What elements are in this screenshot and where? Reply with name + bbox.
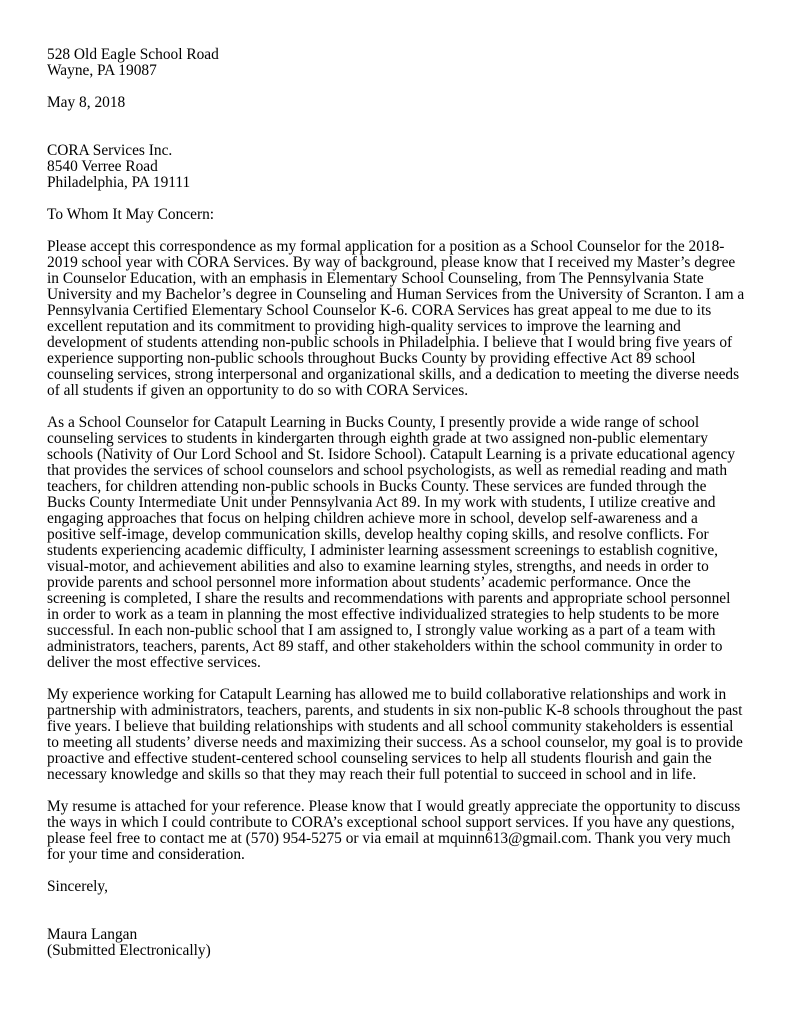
spacer (47, 191, 744, 207)
spacer (47, 223, 744, 239)
body-paragraph-3: My experience working for Catapult Learning has allowed me to build collaborative relationships and work in partnership with administrators, teachers, parents, and students in six non-public K-8 schools throughout the past five years. I believe that building relationships with students and all school community stakeholders is essential to meeting all students’ diverse needs and maximizing their success. As a school counselor, my goal is to provide proactive and effective student-centered school counseling services to help all students flourish and gain the necessary knowledge and skills so that they may reach their full potential to succeed in school and in life. (47, 686, 743, 783)
spacer (47, 111, 744, 143)
recipient-city-state-zip: Philadelphia, PA 19111 (47, 174, 191, 191)
sender-address-line-2: Wayne, PA 19087 (47, 62, 157, 79)
signature-note: (Submitted Electronically) (47, 942, 211, 959)
sender-address-line-1: 528 Old Eagle School Road (47, 46, 219, 63)
recipient-name: CORA Services Inc. (47, 142, 173, 159)
recipient-address-block (47, 143, 744, 191)
salutation: To Whom It May Concern: (47, 206, 215, 223)
recipient-street: 8540 Verree Road (47, 158, 158, 175)
spacer (47, 79, 744, 95)
signature-name: Maura Langan (47, 926, 138, 943)
signature-block (47, 927, 744, 959)
body-paragraph-1: Please accept this correspondence as my formal application for a position as a School Counselor for the 2018-2019 school year with CORA Services. By way of background, please know that I received my Master’s degree in Counselor Education, with an emphasis in Elementary School Counseling, from The Pennsylvania State University and my Bachelor’s degree in Counseling and Human Services from the University of Scranton. I am a Pennsylvania Certified Elementary School Counselor K-6. CORA Services has great appeal to me due to its excellent reputation and its commitment to providing high-quality services to improve the learning and development of students attending non-public schools in Philadelphia. I believe that I would bring five years of experience supporting non-public schools throughout Bucks County by providing effective Act 89 school counseling services, strong interpersonal and organizational skills, and a dedication to meeting the diverse needs of all students if given an opportunity to do so with CORA Services. (47, 238, 745, 399)
letter-body (47, 239, 744, 863)
body-paragraph-4: My resume is attached for your reference. Please know that I would greatly appreciate the opportunity to discuss the ways in which I could contribute to CORA’s exceptional school support services. If you have any questions, please feel free to contact me at (570) 954-5275 or via email at mquinn613@gmail.com. Thank you very much for your time and consideration. (47, 798, 741, 863)
sender-address-block (47, 47, 744, 79)
closing: Sincerely, (47, 878, 108, 895)
body-paragraph-2: As a School Counselor for Catapult Learning in Bucks County, I presently provide a wide range of school counseling services to students in kindergarten through eighth grade at two assigned non-public elementary schools (Nativity of Our Lord School and St. Isidore School). Catapult Learning is a private educational agency that provides the services of school counselors and school psychologists, as well as remedial reading and math teachers, for children attending non-public schools in Bucks County. These services are funded through the Bucks County Intermediate Unit under Pennsylvania Act 89. In my work with students, I utilize creative and engaging approaches that focus on helping children achieve more in school, develop self-awareness and a positive self-image, develop communication skills, develop healthy coping skills, and resolve conflicts. For students experiencing academic difficulty, I administer learning assessment screenings to establish cognitive, visual-motor, and achievement abilities and also to examine learning styles, strengths, and needs in order to provide parents and school personnel more information about students’ academic performance. Once the screening is completed, I share the results and recommendations with parents and appropriate school personnel in order to work as a team in planning the most effective individualized strategies to help students to be more successful. In each non-public school that I am assigned to, I strongly value working as a part of a team with administrators, teachers, parents, Act 89 staff, and other stakeholders within the school community in order to deliver the most effective services. (47, 414, 736, 671)
letter-date: May 8, 2018 (47, 94, 126, 111)
